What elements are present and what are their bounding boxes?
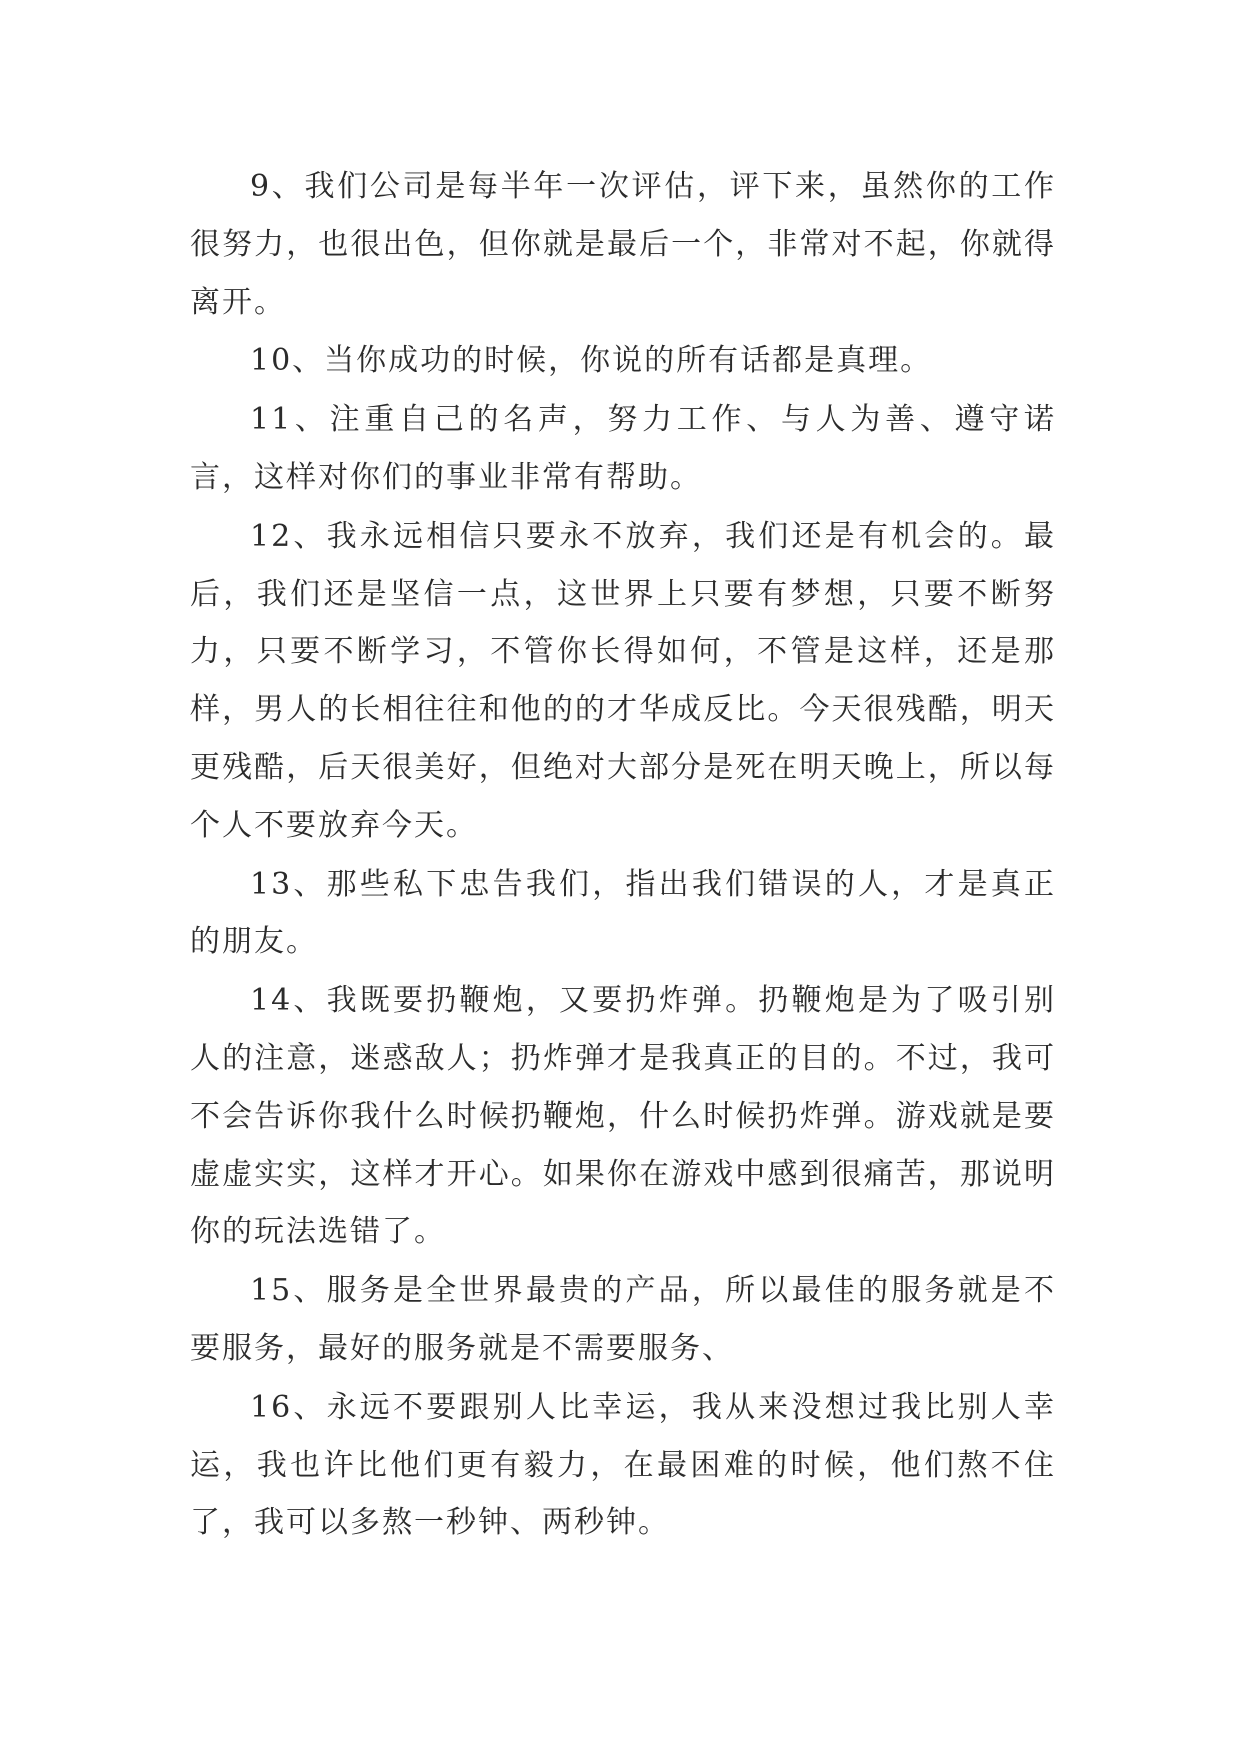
- quote-paragraph-9: 9、我们公司是每半年一次评估，评下来，虽然你的工作很努力，也很出色，但你就是最后一个，非常对不起，你就得离开。: [190, 169, 1056, 320]
- quote-paragraph-15: 15、服务是全世界最贵的产品，所以最佳的服务就是不要服务，最好的服务就是不需要服务、: [190, 1273, 1056, 1366]
- document-body: [190, 158, 1056, 1553]
- quote-paragraph-13: 13、那些私下忠告我们，指出我们错误的人，才是真正的朋友。: [190, 866, 1056, 960]
- quote-paragraph-12: 12、我永远相信只要永不放弃，我们还是有机会的。最后，我们还是坚信一点，这世界上只要有梦想，只要不断努力，只要不断学习，不管你长得如何，不管是这样，还是那样，男人的长相往往和他的的才华成反比。今天很残酷，明天更残酷，后天很美好，但绝对大部分是死在明天晚上，所以每个人不要放弃今天。: [190, 518, 1056, 843]
- quote-paragraph-11: 11、注重自己的名声，努力工作、与人为善、遵守诺言，这样对你们的事业非常有帮助。: [190, 402, 1056, 495]
- quote-paragraph-14: 14、我既要扔鞭炮，又要扔炸弹。扔鞭炮是为了吸引别人的注意，迷惑敌人；扔炸弹才是我真正的目的。不过，我可不会告诉你我什么时候扔鞭炮，什么时候扔炸弹。游戏就是要虚虚实实，这样才开心。如果你在游戏中感到很痛苦，那说明你的玩法选错了。: [190, 983, 1056, 1250]
- quote-paragraph-10: 10、当你成功的时候，你说的所有话都是真理。: [250, 343, 933, 379]
- quote-paragraph-16: 16、永远不要跟别人比幸运，我从来没想过我比别人幸运，我也许比他们更有毅力，在最困难的时候，他们熬不住了，我可以多熬一秒钟、两秒钟。: [190, 1389, 1056, 1541]
